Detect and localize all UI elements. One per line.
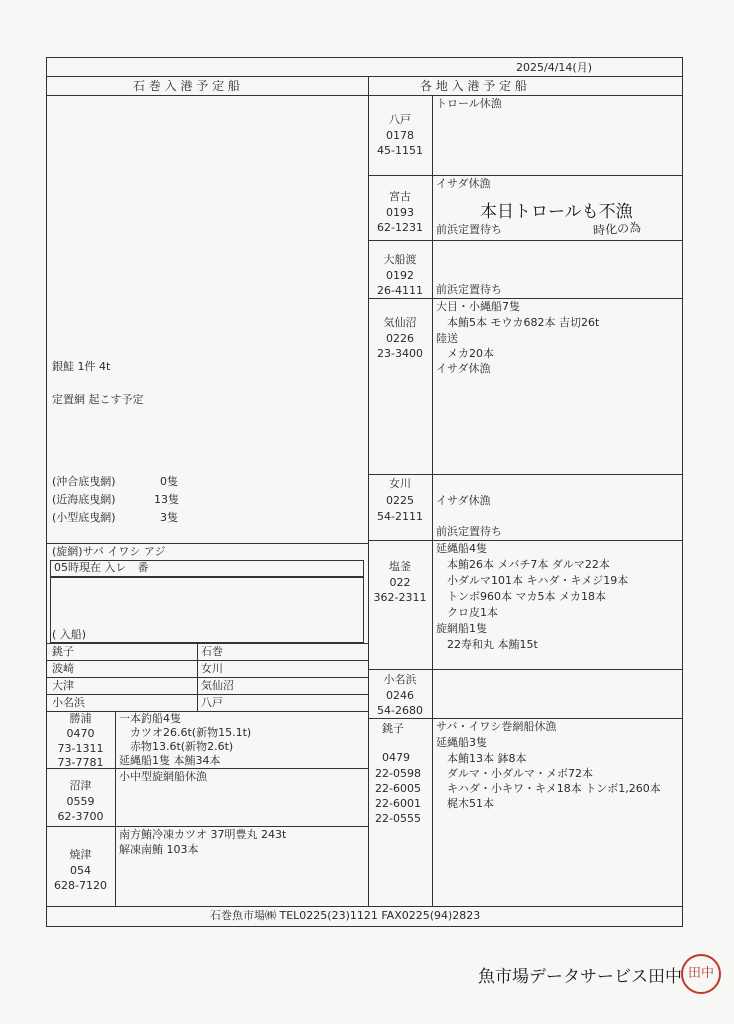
pair-right-1: 石巻 bbox=[201, 645, 223, 658]
choshi-phone-1: 22-0598 bbox=[375, 767, 421, 780]
onagawa-line-4: 前浜定置待ち bbox=[436, 525, 502, 538]
reg-row-3 bbox=[368, 298, 683, 299]
okiai-label: (沖合底曳網) bbox=[52, 475, 116, 488]
pairs-row3 bbox=[46, 694, 368, 695]
as-of-line: 05時現在 入レ 番 bbox=[54, 561, 149, 574]
katsuura-phone1: 73-1311 bbox=[57, 742, 104, 755]
yaizu-line-2: 解凍南鮪 103本 bbox=[119, 843, 199, 856]
onahama-phone: 54-2680 bbox=[377, 704, 423, 717]
choshi-line-1: サバ・イワシ巻網船休漁 bbox=[436, 720, 557, 733]
shiogama-line-6: 旋網船1隻 bbox=[436, 622, 487, 635]
signature: 魚市場データサービス田中 bbox=[478, 967, 682, 987]
choshi-line-5: キハダ・小キワ・キメ18本 トンボ1,260本 bbox=[436, 782, 661, 795]
kesennuma-code: 0226 bbox=[386, 332, 414, 345]
pairs-col-divider bbox=[197, 643, 198, 711]
onahama-code: 0246 bbox=[386, 689, 414, 702]
inner-blank-box bbox=[50, 577, 364, 643]
pair-left-2: 波崎 bbox=[52, 662, 74, 675]
yaizu-name: 焼津 bbox=[69, 848, 92, 861]
yaizu-phone: 628-7120 bbox=[54, 879, 107, 892]
shiogama-line-7: 22寿和丸 本鮪15t bbox=[436, 638, 538, 651]
katsuura-line-4: 延縄船1隻 本鮪34本 bbox=[119, 754, 221, 767]
okiai-count: 0隻 bbox=[160, 475, 178, 488]
miyako-name: 宮古 bbox=[389, 190, 411, 203]
date-row-divider bbox=[46, 76, 683, 77]
lower-row-2 bbox=[46, 826, 368, 827]
lower-col-divider bbox=[115, 711, 116, 906]
reg-row-1 bbox=[368, 175, 683, 176]
reg-row-4 bbox=[368, 474, 683, 475]
miyako-line-4: 前浜定置待ち bbox=[436, 223, 502, 236]
shiogama-phone: 362-2311 bbox=[373, 591, 427, 604]
reg-row-5 bbox=[368, 540, 683, 541]
onagawa-phone: 54-2111 bbox=[377, 510, 423, 523]
yaizu-code: 054 bbox=[70, 864, 91, 877]
shiogama-line-2: 本鮪26本 メバチ7本 ダルマ22本 bbox=[436, 558, 610, 571]
kesennuma-line-4: メカ20本 bbox=[436, 347, 494, 360]
choshi-phone-2: 22-6005 bbox=[375, 782, 421, 795]
miyako-line-1: イサダ休漁 bbox=[436, 177, 491, 190]
numazu-line-1: 小中型旋網船休漁 bbox=[119, 770, 207, 783]
choshi-code: 0479 bbox=[382, 751, 410, 764]
katsuura-name: 勝浦 bbox=[69, 712, 92, 725]
pair-right-2: 女川 bbox=[201, 662, 223, 675]
choshi-phone-3: 22-6001 bbox=[375, 797, 421, 810]
katsuura-code: 0470 bbox=[66, 727, 95, 740]
shiogama-code: 022 bbox=[389, 576, 411, 589]
miyako-code: 0193 bbox=[386, 206, 414, 219]
footer-divider bbox=[46, 906, 683, 907]
kesennuma-line-1: 大目・小縄船7隻 bbox=[436, 300, 520, 313]
katsuura-phone2: 73-7781 bbox=[57, 756, 104, 769]
pairs-top bbox=[46, 643, 368, 644]
ofunato-phone: 26-4111 bbox=[377, 284, 423, 297]
pairs-row2 bbox=[46, 677, 368, 678]
katsuura-line-3: 赤物13.6t(新物2.6t) bbox=[119, 740, 234, 753]
table-frame bbox=[46, 57, 683, 927]
choshi-line-6: 梶木51本 bbox=[436, 797, 494, 810]
header-row-divider bbox=[46, 95, 683, 96]
pair-left-3: 大津 bbox=[52, 679, 74, 692]
seal-stamp: 田中 bbox=[681, 954, 721, 994]
choshi-phone-4: 22-0555 bbox=[375, 812, 421, 825]
katsuura-line-1: 一本釣船4隻 bbox=[119, 712, 181, 725]
right-header: 各 地 入 港 予 定 船 bbox=[420, 79, 527, 93]
yaizu-line-1: 南方鮪冷凍カツオ 37明豊丸 243t bbox=[119, 828, 287, 841]
nyusen-label: ( 入船) bbox=[52, 628, 87, 641]
shiogama-name: 塩釜 bbox=[389, 560, 411, 573]
shiogama-line-3: 小ダルマ101本 キハダ・キメジ19本 bbox=[436, 574, 629, 587]
onagawa-name: 女川 bbox=[389, 477, 411, 490]
onahama-name: 小名浜 bbox=[383, 673, 417, 686]
kinkai-label: (近海底曳網) bbox=[52, 493, 116, 506]
ofunato-code: 0192 bbox=[386, 269, 414, 282]
shiogama-line-1: 延縄船4隻 bbox=[436, 542, 487, 555]
kinkai-count: 13隻 bbox=[154, 493, 179, 506]
kesennuma-phone: 23-3400 bbox=[377, 347, 423, 360]
senmo-line: (旋網)サバ イワシ アジ bbox=[52, 545, 166, 558]
kesennuma-name: 気仙沼 bbox=[383, 316, 417, 329]
kogata-count: 3隻 bbox=[160, 511, 178, 524]
choshi-line-4: ダルマ・小ダルマ・メボ72本 bbox=[436, 767, 593, 780]
pairs-row1 bbox=[46, 660, 368, 661]
numazu-phone: 62-3700 bbox=[57, 810, 104, 823]
right-col-divider bbox=[432, 95, 433, 906]
left-header: 石 巻 入 港 予 定 船 bbox=[133, 79, 240, 93]
pair-left-1: 銚子 bbox=[52, 645, 74, 658]
kesennuma-line-3: 陸送 bbox=[436, 332, 458, 345]
kesennuma-line-5: イサダ休漁 bbox=[436, 362, 491, 375]
reg-row-6 bbox=[368, 669, 683, 670]
date: 2025/4/14(月) bbox=[516, 61, 592, 74]
ofunato-name: 大船渡 bbox=[383, 253, 417, 266]
kogata-label: (小型底曳網) bbox=[52, 511, 116, 524]
choshi-line-3: 本鮪13本 鉢8本 bbox=[436, 752, 527, 765]
hachinohe-name: 八戸 bbox=[389, 113, 411, 126]
senmo-top-divider bbox=[46, 543, 368, 544]
pair-left-4: 小名浜 bbox=[52, 696, 85, 709]
shiogama-line-4: トンボ960本 マカ5本 メカ18本 bbox=[436, 590, 606, 603]
choshi-name: 銚子 bbox=[382, 722, 404, 735]
onagawa-code: 0225 bbox=[386, 494, 414, 507]
ofunato-line-3: 前浜定置待ち bbox=[436, 283, 502, 296]
handwritten-note-line1: 本日トロールも不漁 bbox=[480, 202, 633, 222]
shiogama-line-5: クロ皮1本 bbox=[436, 606, 498, 619]
numazu-name: 沼津 bbox=[69, 779, 92, 792]
numazu-code: 0559 bbox=[66, 795, 95, 808]
onagawa-line-2: イサダ休漁 bbox=[436, 494, 491, 507]
footer-contact: 石巻魚市場㈱ TEL0225(23)1121 FAX0225(94)2823 bbox=[210, 909, 481, 922]
kesennuma-line-2: 本鮪5本 モウカ682本 吉切26t bbox=[436, 316, 600, 329]
reg-row-7 bbox=[368, 718, 683, 719]
katsuura-line-2: カツオ26.6t(新物15.1t) bbox=[119, 726, 252, 739]
reg-row-2 bbox=[368, 240, 683, 241]
pair-right-3: 気仙沼 bbox=[201, 679, 234, 692]
ginzake-line: 銀鮭 1件 4t bbox=[52, 360, 111, 373]
pair-right-4: 八戸 bbox=[201, 696, 223, 709]
miyako-phone: 62-1231 bbox=[377, 221, 423, 234]
hachinohe-line-1: トロール休漁 bbox=[436, 97, 502, 110]
hachinohe-phone: 45-1151 bbox=[377, 144, 423, 157]
hachinohe-code: 0178 bbox=[386, 129, 414, 142]
teichiami-line: 定置網 起こす予定 bbox=[52, 393, 144, 406]
handwritten-note-line2: 時化の為 bbox=[592, 220, 642, 238]
choshi-line-2: 延縄船3隻 bbox=[436, 736, 487, 749]
